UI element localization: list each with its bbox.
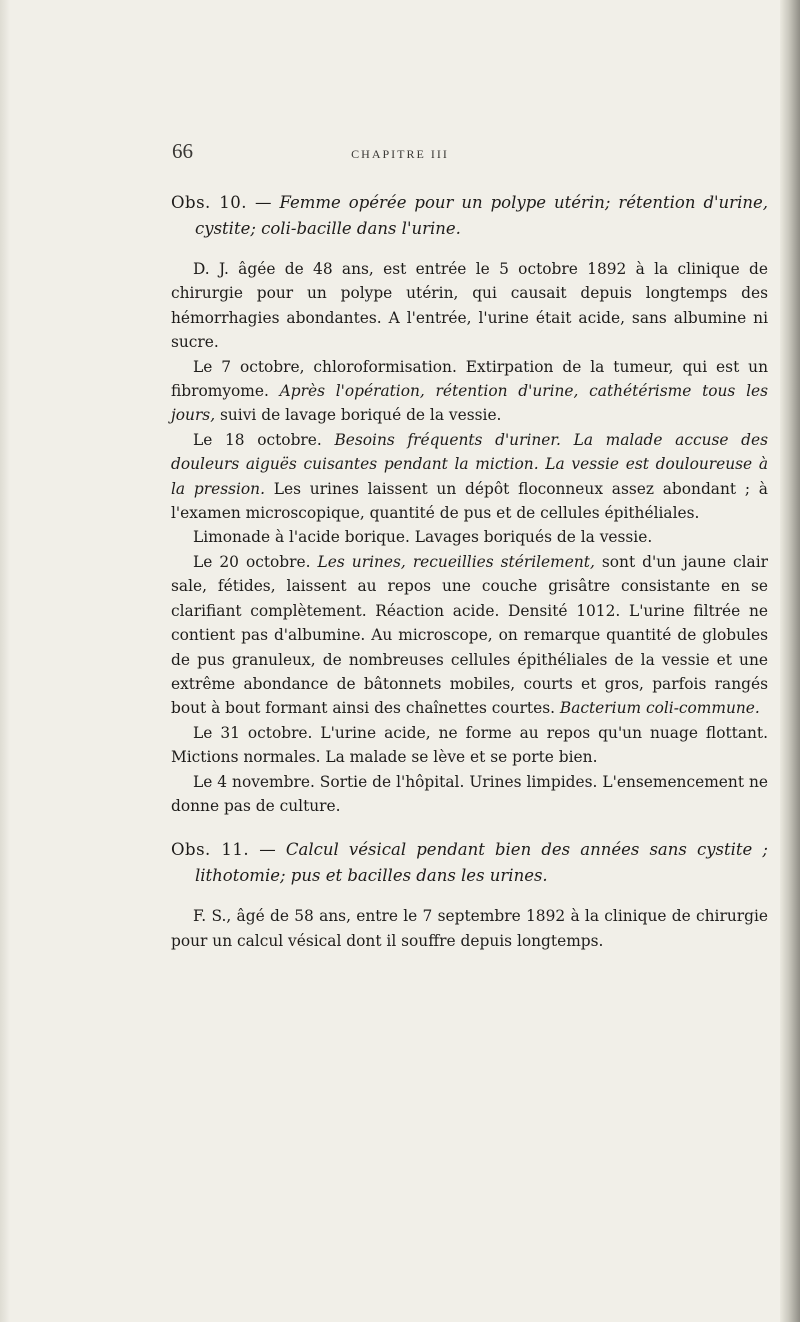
emphasis-text: Après l'opération, rétention d'urine, cathétérisme tous les jours, <box>171 382 768 425</box>
observation-10-title <box>171 190 768 242</box>
observation-10-heading: Femme opérée pour un polype utérin; rétention d'urine, cystite; coli-bacille dans l'urine. <box>195 193 768 238</box>
emphasis-text: Les urines, recueillies stérilement, <box>317 552 595 571</box>
paragraph <box>171 428 768 526</box>
observation-10-number: Obs. 10. <box>171 193 248 212</box>
paragraph <box>171 355 768 428</box>
paragraph: F. S., âgé de 58 ans, entre le 7 septembre 1892 à la clinique de chirurgie pour un calcul vésical dont il souffre depuis longtemps. <box>171 907 768 950</box>
paragraph-text: Le 7 octobre, chloroformisation. Extirpation de la tumeur, qui est un fibromyome. <box>171 357 768 401</box>
observation-11-title <box>171 837 768 889</box>
page-edge <box>780 0 800 1322</box>
paragraph <box>171 550 768 721</box>
page-header <box>0 139 800 167</box>
paragraph: D. J. âgée de 48 ans, est entrée le 5 octobre 1892 à la clinique de chirurgie pour un polype utérin, qui causait depuis longtemps des hémorrhagies abondantes. A l'entrée, l'urine était acide, sans albumine ni sucre. <box>171 260 768 352</box>
emphasis-text: Besoins fréquents d'uriner. La malade accuse des douleurs aiguës cuisantes pendant la miction. La vessie est douloureuse à la pression. <box>171 430 768 498</box>
observation-11-number: Obs. 11. <box>171 840 250 860</box>
running-head: CHAPITRE III <box>351 147 449 161</box>
paragraph-text: Les urines laissent un dépôt floconneux assez abondant ; à l'examen microscopique, quantité de pus et de cellules épithéliales. <box>171 479 768 523</box>
observation-10-separator: — <box>247 193 280 212</box>
spine-shadow <box>0 0 10 1322</box>
paragraph-text: suivi de lavage boriqué de la vessie. <box>215 406 502 425</box>
observation-11-separator: — <box>249 840 286 860</box>
paragraph-text: Le 20 octobre. <box>193 552 318 571</box>
emphasis-text: Bacterium coli-commune. <box>559 699 760 718</box>
page-body <box>171 190 768 953</box>
paragraph: Le 4 novembre. Sortie de l'hôpital. Urines limpides. L'ensemencement ne donne pas de culture. <box>171 772 768 815</box>
paragraph-text: Le 18 octobre. <box>193 430 335 449</box>
paragraph-text: sont d'un jaune clair sale, fétides, laissent au repos une couche grisâtre consistante en se clarifiant complètement. Réaction acide. Densité 1012. L'urine filtrée ne contient pas d'albumine. Au microscope, on remarque quantité de globules de pus granuleux, de nombreuses cellules épithéliales de la vessie et une extrême abondance de bâtonnets mobiles, courts et gros, parfois rangés bout à bout formant ainsi des chaînettes courtes. <box>171 552 769 718</box>
paragraph: Le 31 octobre. L'urine acide, ne forme au repos qu'un nuage flottant. Mictions normales. La malade se lève et se porte bien. <box>171 723 768 767</box>
page-number: 66 <box>172 139 193 163</box>
paragraph: Limonade à l'acide borique. Lavages boriqués de la vessie. <box>193 528 653 547</box>
observation-11-heading: Calcul vésical pendant bien des années sans cystite ; lithotomie; pus et bacilles dans les urines. <box>195 840 768 886</box>
